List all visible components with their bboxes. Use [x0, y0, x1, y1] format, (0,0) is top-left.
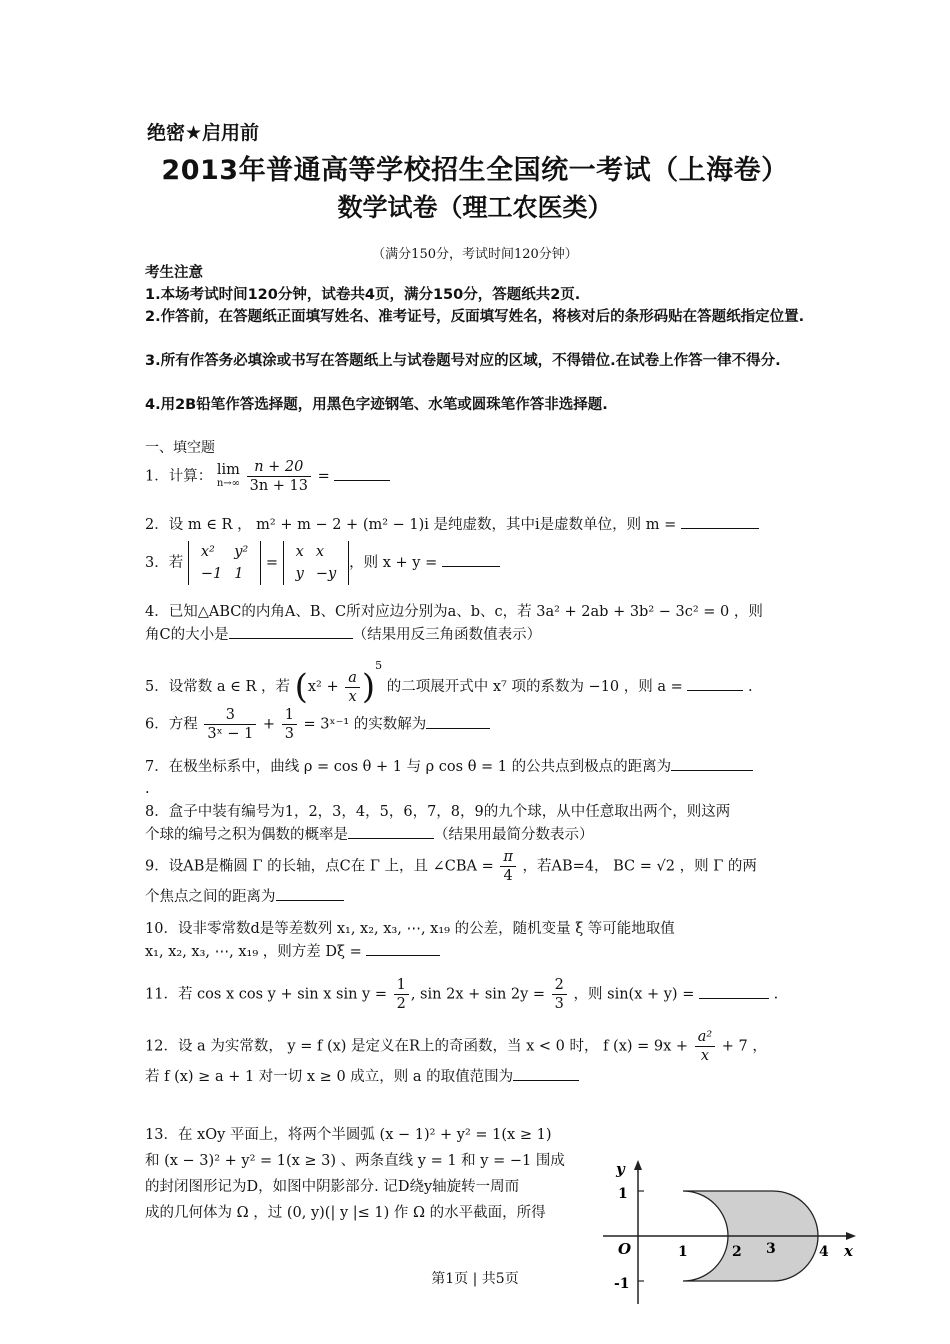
y-tick-neg1: -1 [614, 1276, 630, 1292]
answer-blank-1[interactable] [334, 465, 390, 481]
question-4: 4．已知△ABC的内角A、B、C所对应边分别为a、b、c，若 3a² + 2ab + 3b² − 3c² = 0 ，则 角C的大小是 （结果用反三角函数值表示） [145, 604, 763, 643]
question-8: 8．盒子中装有编号为1，2，3，4，5，6，7，8，9的九个球，从中任意取出两个，则这两 个球的编号之积为偶数的概率是 （结果用最简分数表示） [145, 804, 731, 843]
question-13-line-4: 成的几何体为 Ω ，过 (0, y)(| y |≤ 1) 作 Ω 的水平截面，所得 [145, 1205, 546, 1221]
origin-label: O [618, 1240, 632, 1258]
question-9: 9．设AB是椭圆 Γ 的长轴，点C在 Γ 上，且 ∠CBA = $\frac{\pi}{4}$ ，若AB=4， BC = √2 ，则 Γ 的两 个焦点之间的距离为 [145, 849, 757, 905]
notice-item-3: 3.所有作答务必填涂或书写在答题纸上与试卷题号对应的区域，不得错位.在试卷上作答一律不得分. [145, 353, 781, 369]
notice-item-4: 4.用2B铅笔作答选择题，用黑色字迹钢笔、水笔或圆珠笔作答非选择题. [145, 397, 608, 413]
question-5: 5．设常数 a ∈ R ，若 (x² + $\frac{a}{x}$ )$^5$ 的二项展开式中 x⁷ 项的系数为 −10 ，则 a = . [145, 659, 753, 707]
question-2: 2．设 m ∈ R ， m² + m − 2 + (m² − 1)i 是纯虚数，其中i是虚数单位，则 m = [145, 513, 810, 536]
exam-title: 2013年普通高等学校招生全国统一考试（上海卷） [161, 155, 789, 186]
question-13-line-3: 的封闭图形记为D，如图中阴影部分. 记D绕y轴旋转一周而 [145, 1179, 520, 1195]
x-tick-1: 1 [678, 1244, 688, 1260]
question-13-line-2: 和 (x − 3)² + y² = 1(x ≥ 3) 、两条直线 y = 1 和 y = −1 围成 [145, 1153, 565, 1169]
question-1: 1．计算： lim n→∞ $\frac{n + 20}{3n + 13}$ = [145, 458, 810, 495]
notice-item-1: 1.本场考试时间120分钟，试卷共4页，满分150分，答题纸共2页. [145, 287, 581, 303]
exam-subtitle: 数学试卷（理工农医类） [337, 193, 613, 222]
section-heading: 一、填空题 [145, 440, 215, 456]
notice-title: 考生注意 [145, 265, 203, 281]
question-13 [145, 1122, 595, 1226]
answer-blank-5[interactable] [687, 675, 743, 691]
x-tick-2: 2 [732, 1244, 742, 1260]
page-footer: 第1页 | 共5页 [431, 1271, 519, 1287]
question-10: 10．设非零常数d是等差数列 x₁, x₂, x₃, ⋯, x₁₉ 的公差，随机变量 ξ 等可能地取值 x₁, x₂, x₃, ⋯, x₁₉ ，则方差 Dξ = [145, 921, 675, 960]
question-3: 3．若 x² y² −1 1 = x x y −y ，则 x + y = [145, 541, 810, 585]
question-7: 7．在极坐标系中，曲线 ρ = cos θ + 1 与 ρ cos θ = 1 的公共点到极点的距离为 . [145, 755, 810, 800]
answer-blank-7[interactable] [671, 755, 753, 771]
answer-blank-8[interactable] [348, 823, 434, 839]
x-tick-4: 4 [819, 1244, 829, 1260]
answer-blank-12[interactable] [513, 1065, 579, 1081]
y-axis-arrow [634, 1160, 642, 1170]
answer-blank-10[interactable] [366, 940, 440, 956]
answer-blank-3[interactable] [442, 551, 500, 567]
y-axis-label: y [616, 1160, 625, 1178]
answer-blank-9[interactable] [276, 885, 344, 901]
question-12: 12．设 a 为实常数， y = f (x) 是定义在R上的奇函数，当 x < 0 时， f (x) = 9x + $\frac{\text{a²}}{x}$ + 7 ， 若 f (x) ≥ a + 1 对一切 x ≥ 0 成立，则 a 的取值范围为 [145, 1029, 767, 1085]
question-6: 6．方程 $\frac{3}{\text{3ˣ − 1}}$ + $\frac{1}{3}$ = 3ˣ⁻¹ 的实数解为 [145, 706, 810, 743]
question-11: 11．若 cos x cos y + sin x sin y = $\frac{1}{2}$ , sin 2x + sin 2y = $\frac{2}{3}$ ，则 sin(x + y) = . [145, 977, 779, 1012]
question-13-line-1: 13．在 xOy 平面上，将两个半圆弧 (x − 1)² + y² = 1(x ≥ 1) [145, 1127, 552, 1143]
answer-blank-2[interactable] [681, 513, 759, 529]
confidential-label: 绝密★启用前 [147, 122, 260, 144]
x-axis-arrow [846, 1232, 856, 1240]
notice-item-2: 2.作答前，在答题纸正面填写姓名、准考证号，反面填写姓名，将核对后的条形码贴在答题纸指定位置. [145, 309, 805, 325]
answer-blank-6[interactable] [426, 713, 490, 729]
answer-blank-11[interactable] [699, 983, 769, 999]
exam-info: （满分150分，考试时间120分钟） [372, 247, 578, 262]
x-axis-label: x [844, 1242, 853, 1260]
y-tick-1: 1 [618, 1186, 628, 1202]
answer-blank-4[interactable] [229, 623, 353, 639]
x-tick-3: 3 [766, 1241, 776, 1257]
